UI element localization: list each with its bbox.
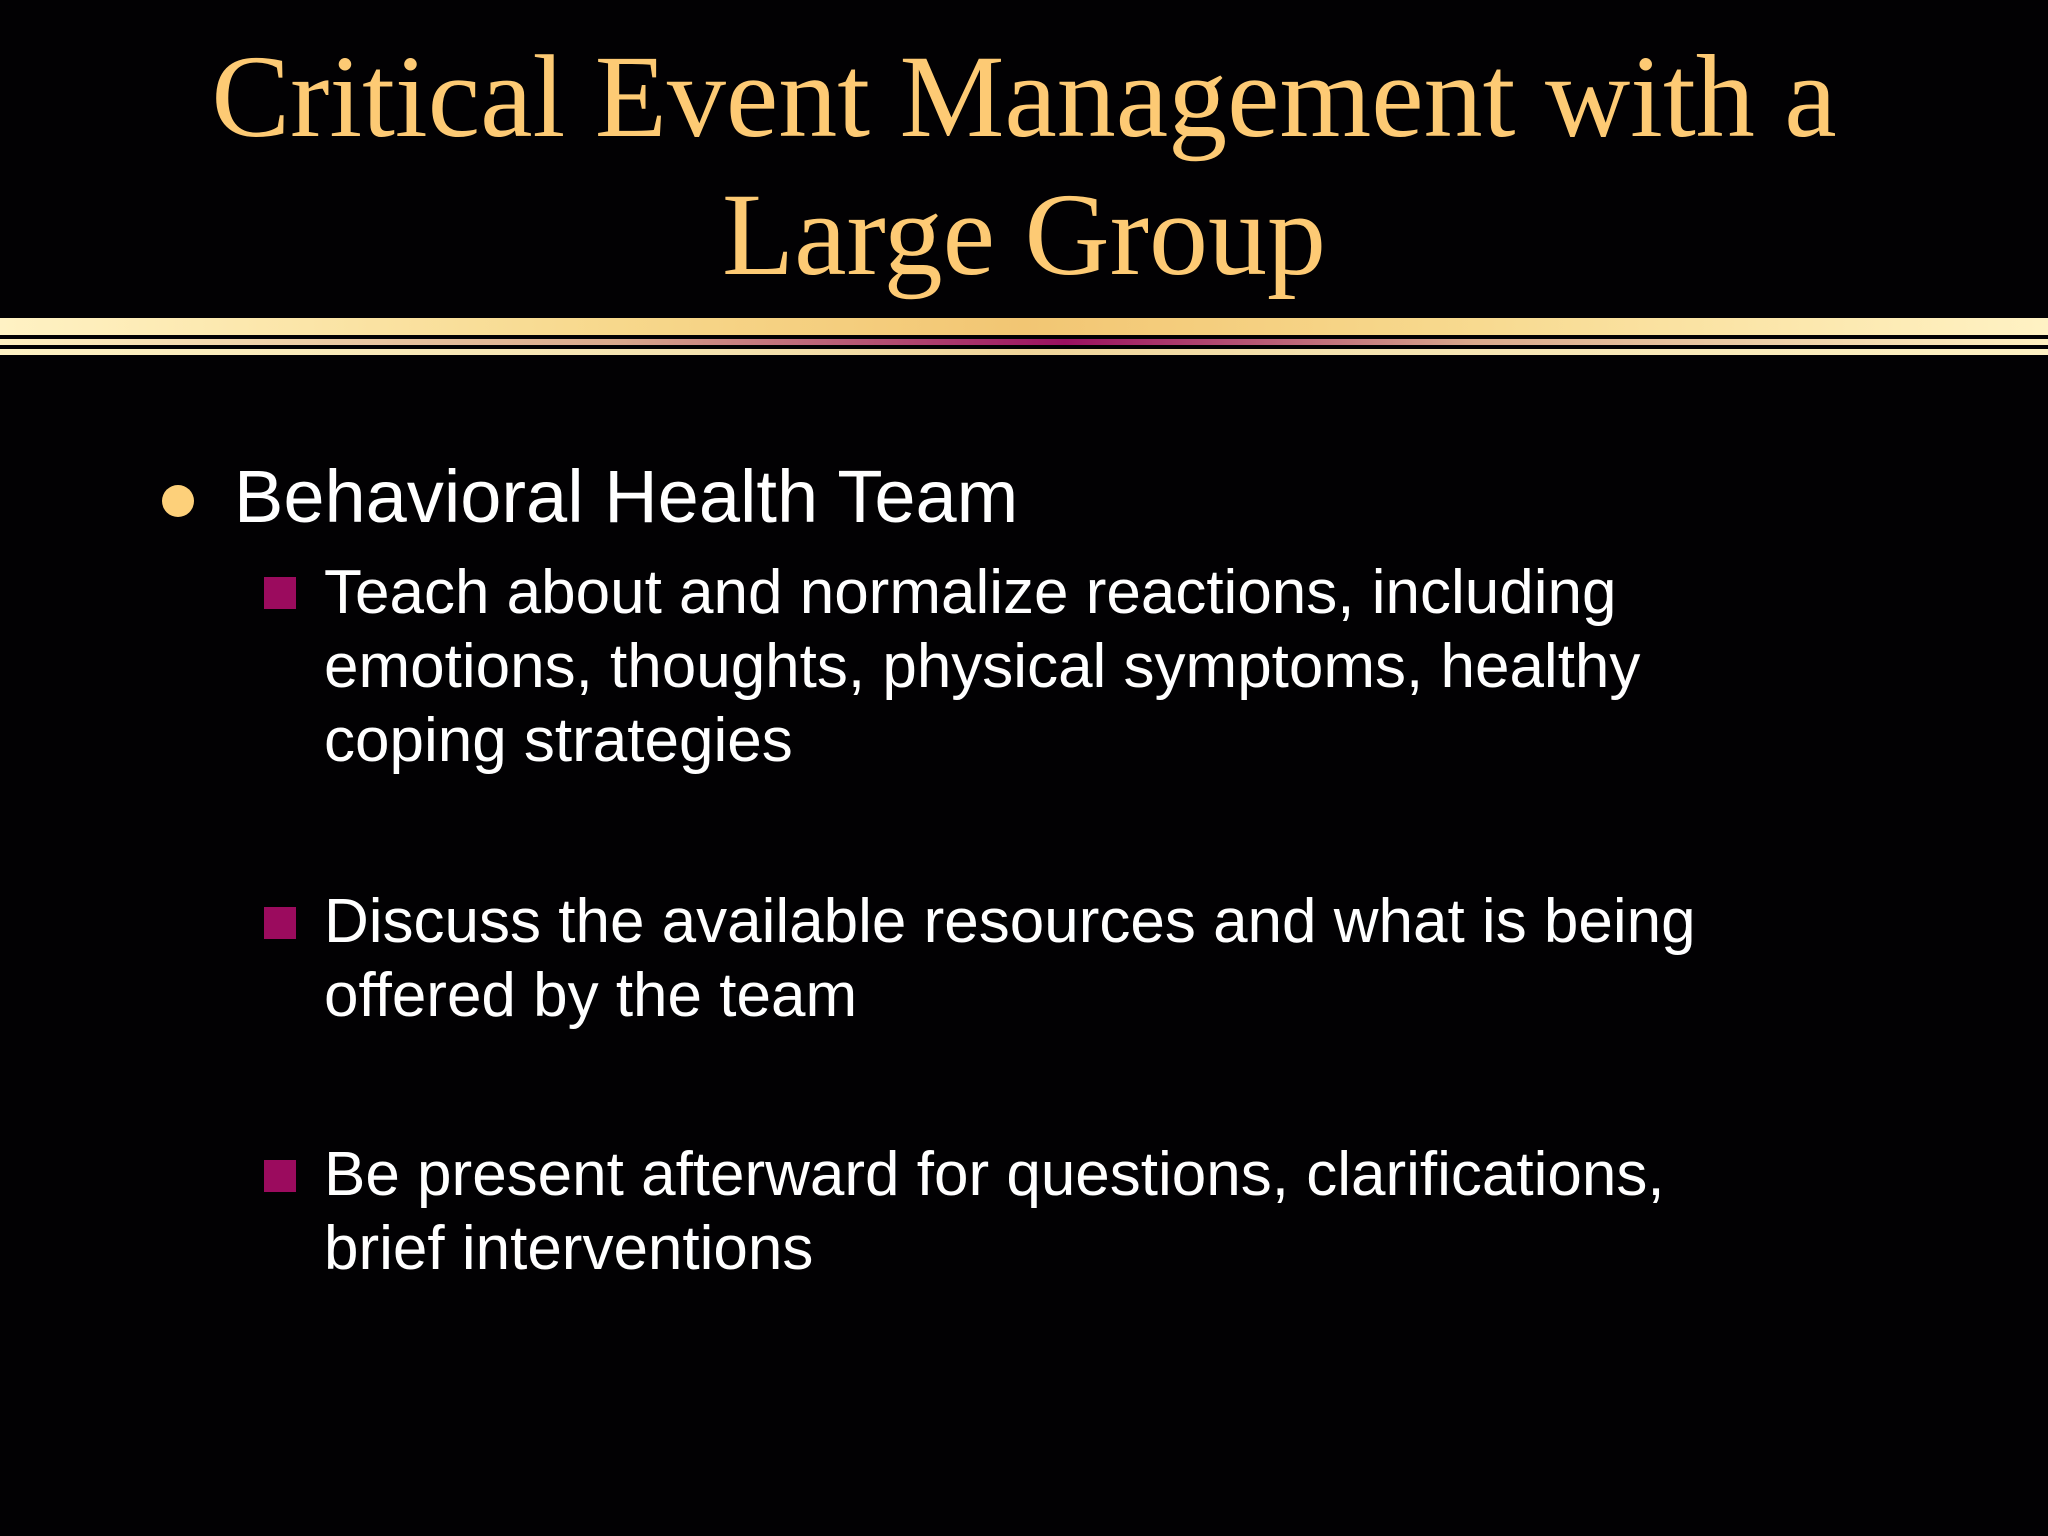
sub-bullet-text: Be present afterward for questions, clarifications, brief interventions: [324, 1140, 1665, 1283]
slide-title-line-1: Critical Event Management with a: [211, 31, 1837, 162]
slide-title: [0, 28, 2048, 304]
bullet-text: Behavioral Health Team: [234, 455, 1019, 538]
sub-bullet-text: Discuss the available resources and what is being offered by the team: [324, 887, 1696, 1030]
round-bullet-icon: [162, 485, 194, 517]
square-bullet-icon: [264, 907, 296, 939]
title-divider-middle: [0, 339, 2048, 345]
square-bullet-icon: [264, 577, 296, 609]
slide-title-line-2: Large Group: [721, 169, 1326, 300]
title-divider-top: [0, 318, 2048, 335]
square-bullet-icon: [264, 1160, 296, 1192]
sub-bullet-text: Teach about and normalize reactions, including emotions, thoughts, physical symptoms, healthy coping strategies: [324, 558, 1641, 775]
title-divider-bottom: [0, 349, 2048, 355]
